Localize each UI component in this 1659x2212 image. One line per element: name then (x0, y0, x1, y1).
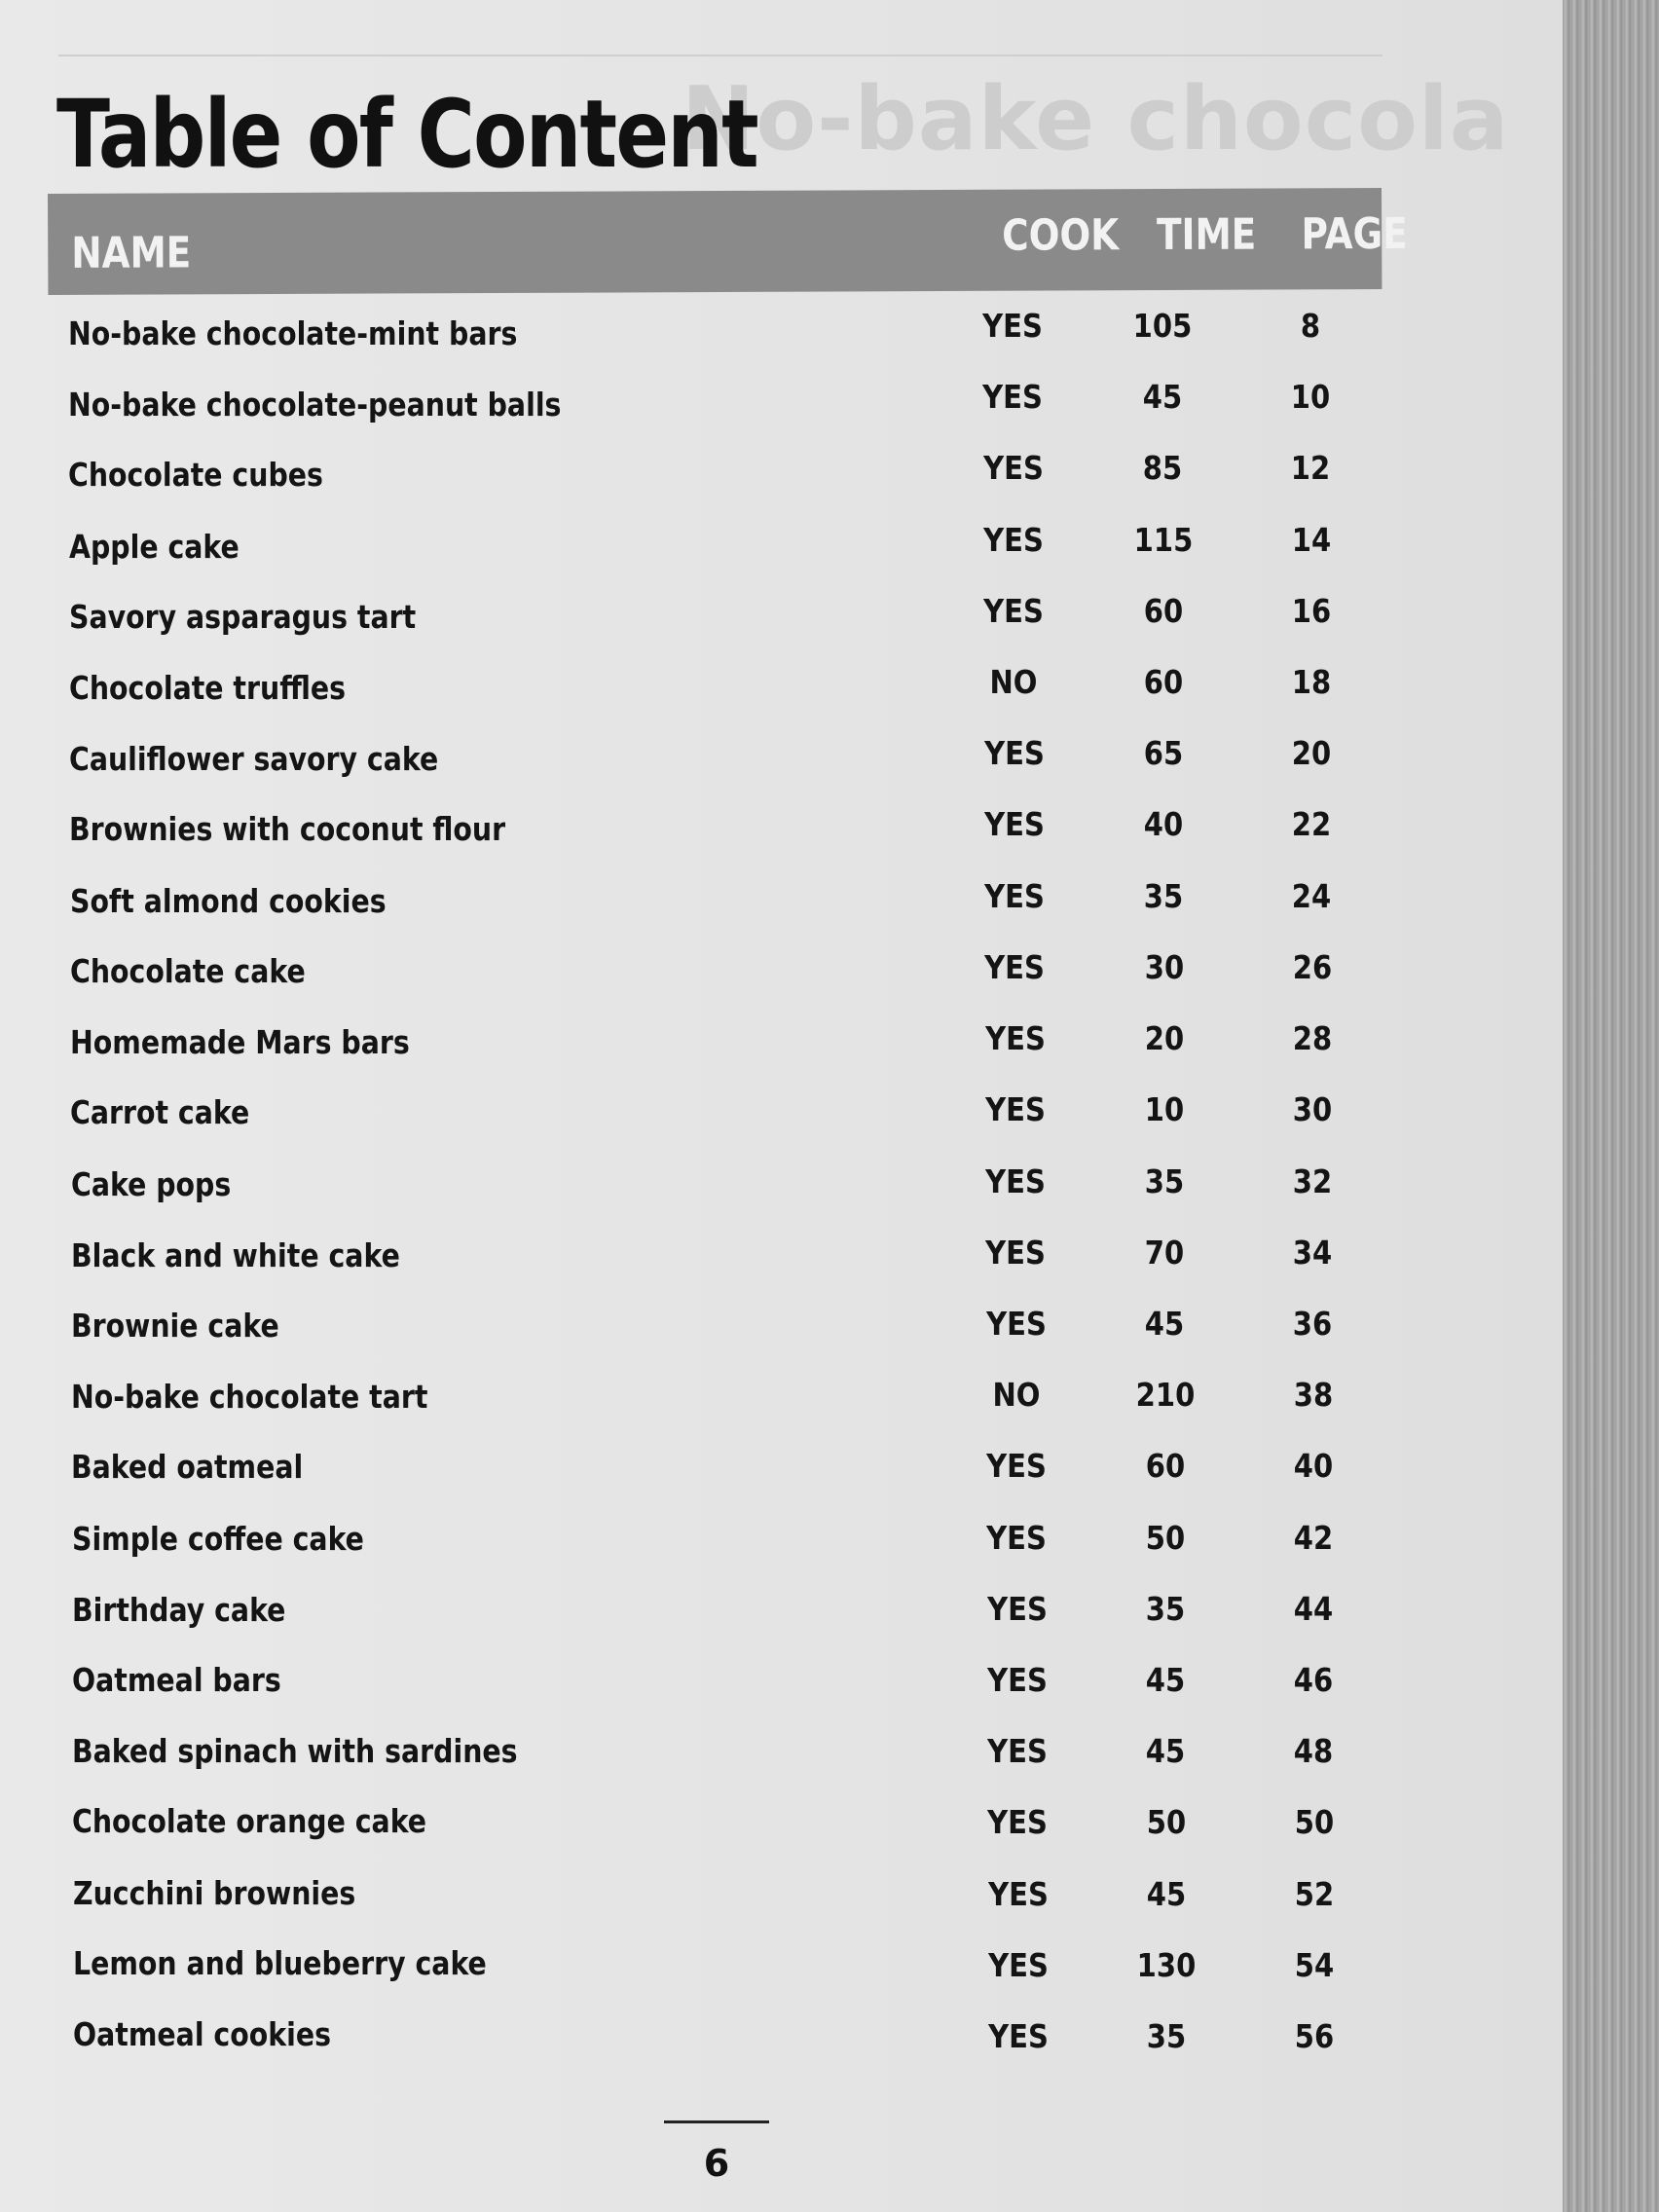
recipe-time: 70 (1144, 1234, 1185, 1272)
show-through-heading: No-bake chocola (682, 68, 1510, 170)
table-row (0, 805, 1460, 873)
table-row (0, 948, 1460, 1016)
recipe-page: 46 (1293, 1661, 1334, 1699)
recipe-cook: YES (984, 877, 1045, 915)
recipe-cook: YES (983, 521, 1044, 559)
table-row (0, 1376, 1460, 1444)
recipe-cook: YES (984, 805, 1045, 843)
recipe-cook: YES (985, 1090, 1046, 1128)
recipe-cook: YES (988, 1946, 1049, 1984)
table-row (0, 521, 1460, 589)
recipe-time: 30 (1144, 948, 1185, 986)
table-row (0, 2017, 1460, 2085)
column-header-page: PAGE (1301, 208, 1408, 260)
recipe-page: 38 (1293, 1376, 1334, 1414)
recipe-name: Cauliflower savory cake (69, 740, 439, 778)
recipe-time: 115 (1133, 521, 1194, 559)
recipe-time: 35 (1143, 877, 1184, 915)
recipe-page: 50 (1294, 1803, 1335, 1841)
recipe-cook: YES (987, 1803, 1048, 1841)
recipe-name: Brownies with coconut flour (69, 810, 506, 848)
recipe-cook: YES (986, 1447, 1047, 1485)
column-header-cook: COOK (1002, 210, 1120, 261)
recipe-page: 52 (1294, 1875, 1335, 1913)
recipe-page: 34 (1292, 1234, 1333, 1272)
recipe-cook: YES (988, 2017, 1049, 2055)
table-row (0, 1590, 1460, 1658)
recipe-time: 60 (1143, 663, 1184, 701)
recipe-name: Soft almond cookies (70, 882, 387, 920)
recipe-name: Simple coffee cake (72, 1520, 364, 1558)
recipe-name: Cake pops (71, 1165, 232, 1203)
recipe-page: 54 (1294, 1946, 1335, 1984)
recipe-cook: YES (984, 734, 1045, 772)
recipe-name: Birthday cake (72, 1591, 286, 1629)
recipe-name: Savory asparagus tart (69, 598, 417, 636)
recipe-time: 45 (1146, 1875, 1187, 1913)
recipe-name: Baked spinach with sardines (72, 1732, 518, 1770)
table-row (0, 1090, 1460, 1159)
recipe-cook: YES (983, 449, 1044, 487)
table-row (0, 1162, 1460, 1231)
page-edge (1563, 0, 1659, 2212)
recipe-page: 56 (1294, 2017, 1335, 2055)
table-row (0, 877, 1460, 945)
recipe-time: 40 (1143, 805, 1184, 843)
table-row (0, 734, 1460, 802)
table-row (0, 1946, 1460, 2014)
recipe-page: 32 (1292, 1162, 1333, 1200)
table-row (0, 1234, 1460, 1302)
recipe-cook: YES (986, 1305, 1047, 1343)
table-row (0, 1519, 1460, 1587)
recipe-page: 26 (1292, 948, 1333, 986)
recipe-name: Carrot cake (70, 1093, 250, 1131)
recipe-time: 35 (1146, 2017, 1187, 2055)
table-row (0, 1803, 1460, 1871)
table-row (0, 1305, 1460, 1373)
recipe-name: Brownie cake (71, 1307, 279, 1345)
recipe-cook: YES (985, 1234, 1046, 1272)
table-row (0, 592, 1460, 660)
recipe-page: 24 (1291, 877, 1332, 915)
recipe-page: 40 (1293, 1447, 1334, 1485)
recipe-name: Chocolate truffles (69, 669, 347, 707)
recipe-page: 22 (1291, 805, 1332, 843)
recipe-time: 105 (1132, 307, 1193, 345)
recipe-time: 35 (1145, 1590, 1186, 1628)
recipe-page: 42 (1293, 1519, 1334, 1557)
recipe-page: 20 (1291, 734, 1332, 772)
recipe-name: Apple cake (69, 528, 240, 566)
recipe-name: Chocolate orange cake (72, 1802, 427, 1840)
recipe-page: 36 (1292, 1305, 1333, 1343)
column-header-time: TIME (1156, 209, 1257, 261)
page-title: Table of Content (56, 80, 758, 189)
recipe-name: Chocolate cake (70, 952, 306, 990)
recipe-cook: YES (987, 1661, 1048, 1699)
recipe-time: 60 (1143, 592, 1184, 630)
recipe-name: Chocolate cubes (68, 456, 323, 494)
table-row (0, 1875, 1460, 1943)
recipe-time: 130 (1136, 1946, 1197, 1984)
recipe-name: Black and white cake (71, 1236, 400, 1274)
recipe-name: No-bake chocolate-peanut balls (68, 386, 562, 424)
recipe-cook: YES (982, 378, 1043, 416)
recipe-page: 10 (1290, 378, 1331, 416)
recipe-time: 50 (1145, 1519, 1186, 1557)
recipe-time: 210 (1135, 1376, 1196, 1414)
recipe-name: Baked oatmeal (71, 1448, 304, 1486)
table-row (0, 663, 1460, 731)
table-row (0, 449, 1460, 517)
table-row (0, 378, 1460, 446)
recipe-cook: NO (992, 1376, 1041, 1414)
recipe-name: Zucchini brownies (73, 1874, 356, 1912)
recipe-time: 45 (1142, 378, 1183, 416)
recipe-cook: YES (985, 1019, 1046, 1057)
recipe-time: 85 (1142, 449, 1183, 487)
recipe-name: Oatmeal bars (72, 1661, 281, 1699)
recipe-cook: YES (986, 1519, 1047, 1557)
recipe-time: 10 (1144, 1090, 1185, 1128)
recipe-cook: YES (985, 1162, 1046, 1200)
recipe-name: Homemade Mars bars (70, 1023, 410, 1061)
recipe-cook: YES (984, 948, 1045, 986)
recipe-cook: YES (988, 1875, 1049, 1913)
recipe-time: 35 (1144, 1162, 1185, 1200)
recipe-page: 44 (1293, 1590, 1334, 1628)
table-row (0, 1447, 1460, 1515)
recipe-time: 20 (1144, 1019, 1185, 1057)
page-number-rule (664, 2120, 769, 2123)
column-header-name: NAME (71, 228, 192, 278)
recipe-page: 14 (1291, 521, 1332, 559)
recipe-time: 45 (1145, 1661, 1186, 1699)
recipe-page: 16 (1291, 592, 1332, 630)
recipe-name: Oatmeal cookies (73, 2015, 331, 2053)
recipe-name: Lemon and blueberry cake (73, 1944, 487, 1982)
recipe-page: 18 (1291, 663, 1332, 701)
recipe-cook: YES (983, 592, 1044, 630)
table-row (0, 1732, 1460, 1800)
recipe-cook: YES (987, 1732, 1048, 1770)
recipe-time: 45 (1144, 1305, 1185, 1343)
recipe-time: 65 (1143, 734, 1184, 772)
recipe-time: 60 (1145, 1447, 1186, 1485)
recipe-page: 12 (1290, 449, 1331, 487)
recipe-time: 45 (1145, 1732, 1186, 1770)
recipe-page: 48 (1293, 1732, 1334, 1770)
recipe-name: No-bake chocolate-mint bars (68, 314, 518, 352)
recipe-page: 30 (1292, 1090, 1333, 1128)
recipe-cook: YES (982, 307, 1043, 345)
recipe-cook: YES (987, 1590, 1048, 1628)
recipe-page: 8 (1300, 307, 1321, 345)
recipe-time: 50 (1146, 1803, 1187, 1841)
recipe-page: 28 (1292, 1019, 1333, 1057)
table-row (0, 1661, 1460, 1729)
recipe-name: No-bake chocolate tart (71, 1378, 428, 1416)
table-row (0, 1019, 1460, 1088)
page-number: 6 (703, 2142, 730, 2185)
table-row (0, 307, 1460, 375)
recipe-cook: NO (989, 663, 1038, 701)
